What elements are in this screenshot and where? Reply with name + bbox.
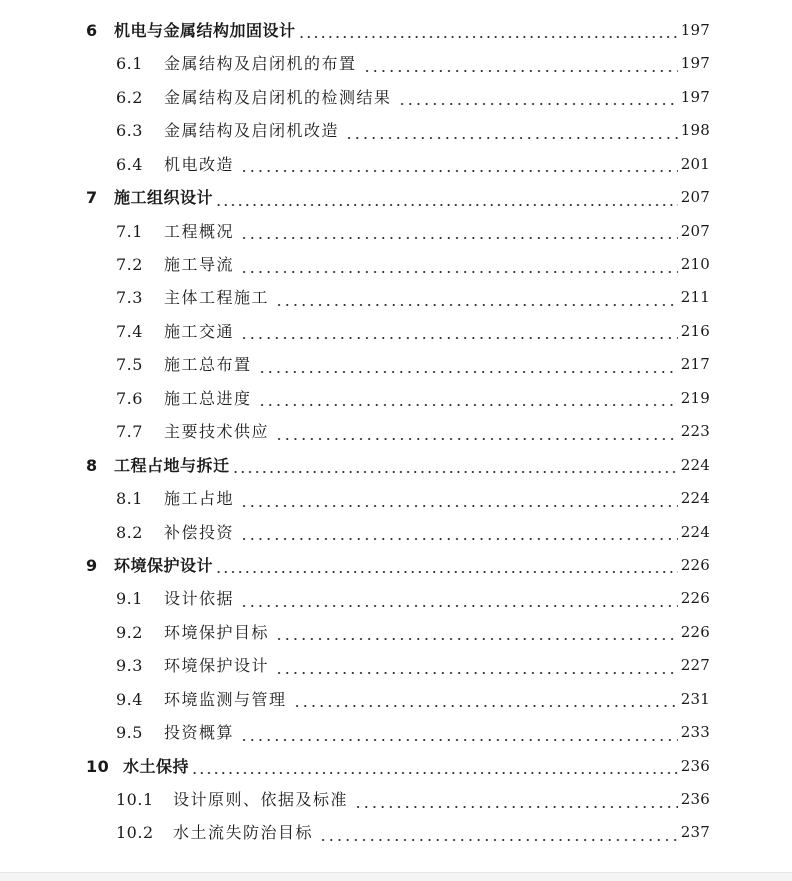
toc-entry-number: 9.5 bbox=[116, 723, 143, 743]
toc-entry-title: 工程概况 bbox=[164, 221, 235, 241]
toc-entry-title: 施工占地 bbox=[164, 489, 235, 509]
toc-section-entry[interactable] bbox=[86, 148, 710, 181]
dot-leader bbox=[275, 638, 678, 640]
toc-entry-number: 10.1 bbox=[116, 790, 154, 810]
dot-leader bbox=[232, 471, 678, 473]
page-bottom-edge bbox=[0, 872, 792, 881]
toc-entry-title: 环境监测与管理 bbox=[164, 689, 287, 709]
toc-entry-title: 环境保护目标 bbox=[164, 622, 270, 642]
toc-section-entry[interactable] bbox=[86, 348, 710, 381]
toc-entry-title: 施工总布置 bbox=[164, 355, 252, 375]
toc-entry-page-number: 233 bbox=[680, 723, 710, 742]
toc-entry-title: 环境保护设计 bbox=[114, 555, 214, 575]
toc-entry-page-number: 236 bbox=[680, 790, 710, 809]
dot-leader bbox=[240, 237, 678, 239]
toc-section-entry[interactable] bbox=[86, 683, 710, 716]
toc-entry-number: 8 bbox=[86, 455, 98, 475]
toc-entry-page-number: 207 bbox=[680, 188, 710, 207]
toc-entry-page-number: 197 bbox=[680, 87, 710, 106]
toc-entry-page-number: 226 bbox=[680, 555, 710, 574]
toc-section-entry[interactable] bbox=[86, 47, 710, 80]
toc-entry-number: 9.4 bbox=[116, 689, 143, 709]
toc-section-entry[interactable] bbox=[86, 382, 710, 415]
toc-chapter-entry[interactable] bbox=[86, 181, 710, 214]
toc-entry-title: 主要技术供应 bbox=[164, 422, 270, 442]
toc-entry-number: 10 bbox=[86, 756, 110, 776]
toc-entry-number: 6 bbox=[86, 20, 98, 40]
toc-chapter-entry[interactable] bbox=[86, 750, 710, 783]
toc-entry-title: 设计依据 bbox=[164, 589, 235, 609]
toc-entry-title: 机电与金属结构加固设计 bbox=[114, 20, 296, 40]
toc-section-entry[interactable] bbox=[86, 81, 710, 114]
toc-entry-number: 7.7 bbox=[116, 422, 143, 442]
toc-chapter-entry[interactable] bbox=[86, 449, 710, 482]
toc-entry-title: 环境保护设计 bbox=[164, 656, 270, 676]
toc-entry-page-number: 198 bbox=[680, 121, 710, 140]
toc-section-entry[interactable] bbox=[86, 716, 710, 749]
toc-entry-page-number: 231 bbox=[680, 689, 710, 708]
toc-entry-title: 金属结构及启闭机改造 bbox=[164, 121, 340, 141]
toc-entry-title: 设计原则、依据及标准 bbox=[173, 790, 349, 810]
dot-leader bbox=[275, 438, 678, 440]
toc-entry-page-number: 207 bbox=[680, 221, 710, 240]
toc-entry-number: 8.1 bbox=[116, 489, 143, 509]
dot-leader bbox=[258, 371, 678, 373]
toc-entry-number: 7.5 bbox=[116, 355, 143, 375]
toc-entry-page-number: 224 bbox=[680, 489, 710, 508]
toc-entry-page-number: 236 bbox=[680, 756, 710, 775]
toc-entry-number: 7.4 bbox=[116, 321, 143, 341]
toc-entry-title: 施工导流 bbox=[164, 255, 235, 275]
toc-entry-number: 9.2 bbox=[116, 622, 143, 642]
dot-leader bbox=[345, 137, 678, 139]
toc-entry-number: 9.1 bbox=[116, 589, 143, 609]
toc-entry-number: 7.1 bbox=[116, 221, 143, 241]
dot-leader bbox=[319, 839, 678, 841]
toc-entry-page-number: 197 bbox=[680, 54, 710, 73]
toc-entry-page-number: 226 bbox=[680, 589, 710, 608]
toc-entry-page-number: 216 bbox=[680, 321, 710, 340]
table-of-contents bbox=[86, 14, 710, 850]
toc-chapter-entry[interactable] bbox=[86, 14, 710, 47]
dot-leader bbox=[240, 538, 678, 540]
toc-entry-number: 7.3 bbox=[116, 288, 143, 308]
dot-leader bbox=[298, 36, 678, 38]
dot-leader bbox=[275, 304, 678, 306]
toc-entry-page-number: 227 bbox=[680, 656, 710, 675]
dot-leader bbox=[191, 772, 678, 774]
toc-entry-title: 补偿投资 bbox=[164, 522, 235, 542]
toc-entry-title: 主体工程施工 bbox=[164, 288, 270, 308]
toc-entry-page-number: 201 bbox=[680, 154, 710, 173]
dot-leader bbox=[240, 505, 678, 507]
toc-entry-title: 机电改造 bbox=[164, 154, 235, 174]
toc-entry-title: 水土流失防治目标 bbox=[173, 823, 314, 843]
toc-section-entry[interactable] bbox=[86, 482, 710, 515]
toc-entry-title: 金属结构及启闭机的检测结果 bbox=[164, 87, 392, 107]
toc-entry-number: 6.3 bbox=[116, 121, 143, 141]
dot-leader bbox=[240, 271, 678, 273]
toc-section-entry[interactable] bbox=[86, 215, 710, 248]
toc-entry-number: 6.1 bbox=[116, 54, 143, 74]
toc-section-entry[interactable] bbox=[86, 114, 710, 147]
toc-section-entry[interactable] bbox=[86, 415, 710, 448]
toc-entry-number: 7.6 bbox=[116, 388, 143, 408]
toc-section-entry[interactable] bbox=[86, 282, 710, 315]
toc-section-entry[interactable] bbox=[86, 817, 710, 850]
toc-section-entry[interactable] bbox=[86, 315, 710, 348]
toc-section-entry[interactable] bbox=[86, 649, 710, 682]
toc-entry-number: 9 bbox=[86, 555, 98, 575]
toc-entry-title: 施工交通 bbox=[164, 321, 235, 341]
toc-entry-title: 水土保持 bbox=[123, 756, 190, 776]
toc-entry-number: 10.2 bbox=[116, 823, 154, 843]
dot-leader bbox=[354, 806, 678, 808]
dot-leader bbox=[258, 404, 678, 406]
toc-entry-title: 施工总进度 bbox=[164, 388, 252, 408]
toc-section-entry[interactable] bbox=[86, 248, 710, 281]
toc-section-entry[interactable] bbox=[86, 783, 710, 816]
dot-leader bbox=[215, 571, 678, 573]
dot-leader bbox=[240, 739, 678, 741]
toc-section-entry[interactable] bbox=[86, 516, 710, 549]
toc-entry-title: 金属结构及启闭机的布置 bbox=[164, 54, 357, 74]
toc-section-entry[interactable] bbox=[86, 616, 710, 649]
dot-leader bbox=[240, 170, 678, 172]
dot-leader bbox=[215, 204, 678, 206]
dot-leader bbox=[398, 103, 678, 105]
toc-entry-page-number: 226 bbox=[680, 622, 710, 641]
toc-entry-title: 工程占地与拆迁 bbox=[114, 455, 230, 475]
dot-leader bbox=[275, 672, 678, 674]
toc-entry-page-number: 224 bbox=[680, 522, 710, 541]
toc-entry-number: 9.3 bbox=[116, 656, 143, 676]
toc-chapter-entry[interactable] bbox=[86, 549, 710, 582]
dot-leader bbox=[240, 605, 678, 607]
dot-leader bbox=[240, 337, 678, 339]
toc-entry-page-number: 211 bbox=[680, 288, 710, 307]
dot-leader bbox=[293, 705, 678, 707]
dot-leader bbox=[363, 70, 678, 72]
toc-entry-number: 8.2 bbox=[116, 522, 143, 542]
toc-entry-page-number: 197 bbox=[680, 20, 710, 39]
toc-entry-title: 投资概算 bbox=[164, 723, 235, 743]
toc-entry-page-number: 223 bbox=[680, 422, 710, 441]
toc-entry-number: 6.2 bbox=[116, 87, 143, 107]
toc-section-entry[interactable] bbox=[86, 582, 710, 615]
toc-entry-title: 施工组织设计 bbox=[114, 188, 214, 208]
toc-entry-page-number: 237 bbox=[680, 823, 710, 842]
toc-entry-number: 7.2 bbox=[116, 255, 143, 275]
toc-entry-page-number: 224 bbox=[680, 455, 710, 474]
toc-entry-number: 6.4 bbox=[116, 154, 143, 174]
toc-entry-page-number: 210 bbox=[680, 255, 710, 274]
toc-entry-number: 7 bbox=[86, 188, 98, 208]
toc-entry-page-number: 217 bbox=[680, 355, 710, 374]
toc-entry-page-number: 219 bbox=[680, 388, 710, 407]
